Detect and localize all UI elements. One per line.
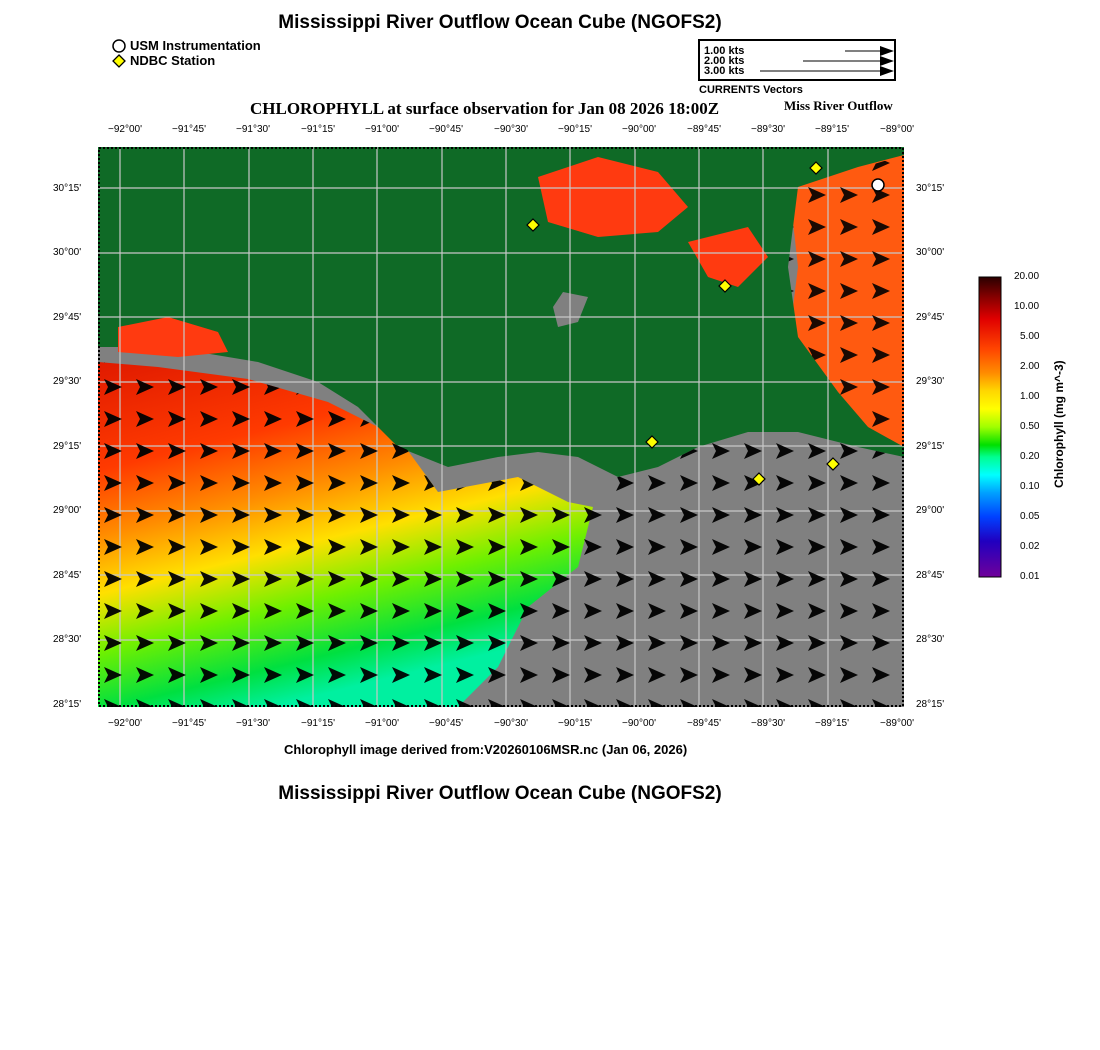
region-label: Miss River Outflow	[784, 98, 893, 113]
lat-tick-left-6: 28°45'	[53, 570, 82, 581]
lat-tick-right-7: 28°30'	[916, 634, 945, 645]
vector-scale-arrows	[700, 41, 894, 79]
colorbar-tick-0: 20.00	[1014, 271, 1040, 282]
chlorophyll-map	[98, 147, 904, 707]
legend-usm-label: USM Instrumentation	[130, 38, 261, 53]
lat-tick-right-6: 28°45'	[916, 570, 945, 581]
lon-tick-bottom-7: −90°15'	[558, 718, 592, 729]
lat-tick-left-1: 30°00'	[53, 247, 82, 258]
lat-tick-right-3: 29°30'	[916, 376, 945, 387]
colorbar-tick-7: 0.10	[1020, 481, 1040, 492]
lat-tick-right-8: 28°15'	[916, 699, 945, 710]
colorbar-tick-5: 0.50	[1020, 421, 1040, 432]
lon-tick-bottom-8: −90°00'	[622, 718, 656, 729]
lon-tick-bottom-2: −91°30'	[236, 718, 270, 729]
source-caption: Chlorophyll image derived from:V20260106MSR.nc (Jan 06, 2026)	[284, 742, 688, 757]
lon-tick-bottom-11: −89°15'	[815, 718, 849, 729]
lat-tick-right-5: 29°00'	[916, 505, 945, 516]
lon-tick-bottom-4: −91°00'	[365, 718, 399, 729]
lon-tick-bottom-12: −89°00'	[880, 718, 914, 729]
colorbar-tick-8: 0.05	[1020, 511, 1040, 522]
vector-row-2: 2.00 kts	[704, 55, 745, 67]
vector-legend-label: CURRENTS Vectors	[699, 84, 803, 96]
lon-tick-top-7: −90°15'	[558, 124, 592, 135]
circle-marker-icon	[112, 39, 126, 53]
lon-tick-top-0: −92°00'	[108, 124, 142, 135]
lon-tick-top-3: −91°15'	[301, 124, 335, 135]
lon-tick-top-2: −91°30'	[236, 124, 270, 135]
lon-tick-bottom-1: −91°45'	[172, 718, 206, 729]
diamond-marker-icon	[112, 54, 126, 68]
lon-tick-top-5: −90°45'	[429, 124, 463, 135]
colorbar-tick-10: 0.01	[1020, 571, 1040, 582]
legend-ndbc	[112, 53, 261, 68]
lat-tick-left-0: 30°15'	[53, 183, 82, 194]
colorbar-tick-3: 2.00	[1020, 361, 1040, 372]
lon-tick-top-6: −90°30'	[494, 124, 528, 135]
lon-tick-top-8: −90°00'	[622, 124, 656, 135]
colorbar-tick-2: 5.00	[1020, 331, 1040, 342]
lat-tick-left-8: 28°15'	[53, 699, 82, 710]
lon-tick-top-9: −89°45'	[687, 124, 721, 135]
lat-tick-left-3: 29°30'	[53, 376, 82, 387]
colorbar-tick-4: 1.00	[1020, 391, 1040, 402]
lat-tick-left-7: 28°30'	[53, 634, 82, 645]
marker-legend	[112, 38, 261, 68]
vector-row-3: 3.00 kts	[704, 65, 745, 77]
lon-tick-bottom-6: −90°30'	[494, 718, 528, 729]
lon-tick-bottom-10: −89°30'	[751, 718, 785, 729]
legend-ndbc-label: NDBC Station	[130, 53, 216, 68]
lon-tick-top-12: −89°00'	[880, 124, 914, 135]
lat-tick-right-1: 30°00'	[916, 247, 945, 258]
lon-tick-top-4: −91°00'	[365, 124, 399, 135]
lat-tick-right-0: 30°15'	[916, 183, 945, 194]
lon-tick-top-1: −91°45'	[172, 124, 206, 135]
lon-tick-top-11: −89°15'	[815, 124, 849, 135]
lon-tick-top-10: −89°30'	[751, 124, 785, 135]
vector-row-1: 1.00 kts	[704, 45, 745, 57]
colorbar-tick-9: 0.02	[1020, 541, 1040, 552]
vector-legend-box	[698, 39, 896, 81]
colorbar-tick-6: 0.20	[1020, 451, 1040, 462]
lon-tick-bottom-0: −92°00'	[108, 718, 142, 729]
legend-usm	[112, 38, 261, 53]
lat-tick-right-4: 29°15'	[916, 441, 945, 452]
footer-title: Mississippi River Outflow Ocean Cube (NGOFS2)	[278, 783, 722, 804]
lon-tick-bottom-3: −91°15'	[301, 718, 335, 729]
lat-tick-left-5: 29°00'	[53, 505, 82, 516]
lon-tick-bottom-9: −89°45'	[687, 718, 721, 729]
lat-tick-left-2: 29°45'	[53, 312, 82, 323]
usm-instrument-marker[interactable]	[872, 179, 884, 191]
lat-tick-right-2: 29°45'	[916, 312, 945, 323]
map-subtitle: CHLOROPHYLL at surface observation for Jan 08 2026 18:00Z	[250, 99, 720, 118]
lon-tick-bottom-5: −90°45'	[429, 718, 463, 729]
lat-tick-left-4: 29°15'	[53, 441, 82, 452]
colorbar-tick-1: 10.00	[1014, 301, 1040, 312]
page-title: Mississippi River Outflow Ocean Cube (NGOFS2)	[278, 12, 722, 33]
colorbar-label: Chlorophyll (mg m^-3)	[1052, 360, 1066, 488]
colorbar	[978, 276, 1002, 578]
